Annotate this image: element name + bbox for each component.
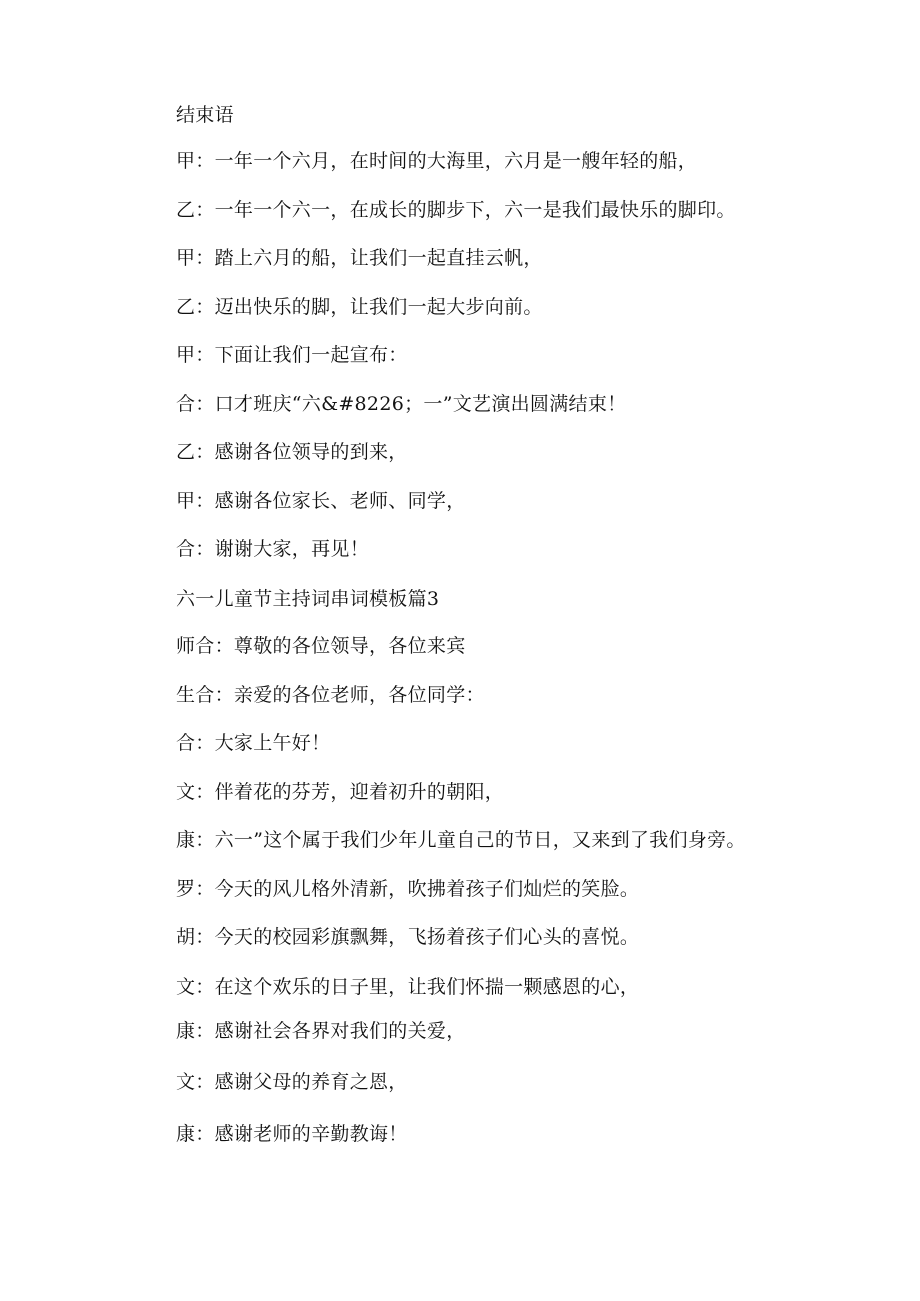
dialogue-line: 文：感谢父母的养育之恩，	[176, 1071, 408, 1093]
dialogue-line: 乙：一年一个六一，在成长的脚步下，六一是我们最快乐的脚印。	[176, 199, 736, 221]
dialogue-line: 文：伴着花的芬芳，迎着初升的朝阳，	[176, 781, 505, 803]
dialogue-line: 甲：踏上六月的船，让我们一起直挂云帆，	[176, 247, 543, 269]
dialogue-line: 甲：感谢各位家长、老师、同学，	[176, 490, 466, 512]
dialogue-line: 合：口才班庆“六&#8226；一”文艺演出圆满结束！	[176, 393, 627, 415]
dialogue-line: 康：感谢老师的辛勤教诲！	[176, 1123, 408, 1145]
dialogue-line: 康：感谢社会各界对我们的关爱，	[176, 1020, 466, 1042]
dialogue-line: 胡：今天的校园彩旗飘舞，飞扬着孩子们心头的喜悦。	[176, 926, 640, 948]
dialogue-line: 乙：迈出快乐的脚，让我们一起大步向前。	[176, 296, 543, 318]
dialogue-line: 甲：一年一个六月，在时间的大海里，六月是一艘年轻的船，	[176, 150, 698, 172]
section-heading-closing: 结束语	[176, 104, 234, 126]
dialogue-line: 师合：尊敬的各位领导，各位来宾	[176, 635, 466, 657]
dialogue-line: 合：谢谢大家，再见！	[176, 538, 370, 560]
dialogue-line: 罗：今天的风儿格外清新，吹拂着孩子们灿烂的笑脸。	[176, 878, 640, 900]
dialogue-line: 文：在这个欢乐的日子里，让我们怀揣一颗感恩的心，	[176, 976, 640, 998]
dialogue-line: 乙：感谢各位领导的到来，	[176, 441, 408, 463]
section-heading-part3: 六一儿童节主持词串词模板篇3	[176, 588, 440, 610]
dialogue-line: 生合：亲爱的各位老师，各位同学：	[176, 684, 485, 706]
dialogue-line: 甲：下面让我们一起宣布：	[176, 344, 408, 366]
dialogue-line: 康：六一”这个属于我们少年儿童自己的节日，又来到了我们身旁。	[176, 829, 746, 851]
dialogue-line: 合：大家上午好！	[176, 732, 331, 754]
